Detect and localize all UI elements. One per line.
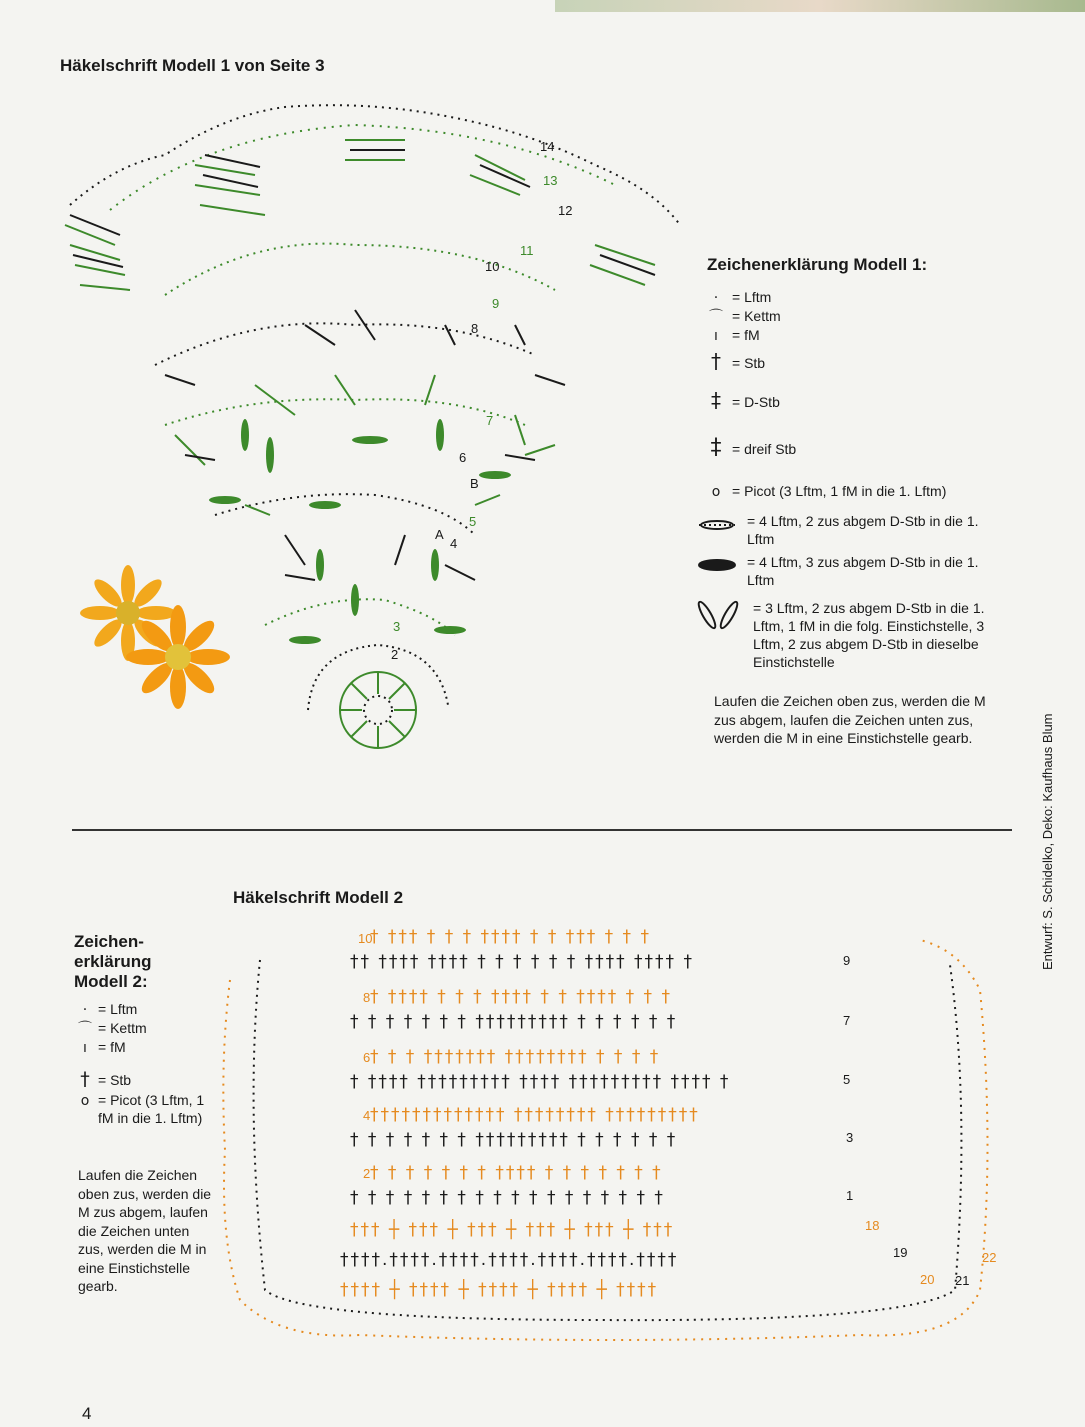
arc-icon: ⌒ bbox=[709, 309, 723, 325]
model2-legend-title bbox=[74, 932, 151, 992]
diagram-label-14: 14 bbox=[540, 139, 555, 154]
diagram-label-13: 13 bbox=[543, 173, 558, 188]
section-divider bbox=[72, 829, 1012, 831]
svg-text:† ††† † † † †††† † † ††† † † †: † ††† † † † †††† † † ††† † † † bbox=[370, 927, 651, 947]
svg-text:††††††††††††† †††††††† †††††††: ††††††††††††† †††††††† ††††††††† bbox=[370, 1105, 700, 1125]
legend-text: = dreif Stb bbox=[732, 441, 797, 457]
legend-text: = Lftm bbox=[98, 1001, 138, 1017]
svg-text:†† †††† †††† † † † † † † ††††: †† †††† †††† † † † † † † †††† †††† † bbox=[350, 952, 694, 972]
row-label-18: 18 bbox=[865, 1218, 880, 1233]
flower-decoration bbox=[80, 565, 230, 710]
dot-icon: · bbox=[713, 290, 719, 306]
row-label-22: 22 bbox=[982, 1250, 997, 1265]
dot-icon: · bbox=[82, 1002, 88, 1018]
diagram-label-6: 6 bbox=[459, 450, 467, 465]
diagram-label-11: 11 bbox=[520, 243, 534, 258]
svg-text:† † † † † † † ††††††††† † † †: † † † † † † † ††††††††† † † † † † † bbox=[350, 1130, 678, 1150]
legend-text: = Stb bbox=[98, 1072, 132, 1088]
ring-icon: o bbox=[80, 1093, 90, 1109]
svg-text:† † † ††††††† †††††††† † † † †: † † † ††††††† †††††††† † † † † bbox=[370, 1047, 661, 1067]
arc-icon: ⌒ bbox=[78, 1021, 92, 1037]
legend-text: = Kettm bbox=[98, 1020, 147, 1036]
diagram-label-B: B bbox=[470, 476, 479, 491]
model1-legend-title: Zeichenerklärung Modell 1: bbox=[707, 255, 928, 274]
row-label-7: 7 bbox=[843, 1013, 851, 1028]
svg-text:† † † † † † † † † † † † † † †: † † † † † † † † † † † † † † † † † † bbox=[350, 1188, 665, 1208]
diagram-label-2: 2 bbox=[391, 647, 399, 662]
row-label-21: 21 bbox=[955, 1273, 970, 1288]
legend-title-line: Zeichen- bbox=[74, 932, 144, 951]
diagram-label-7: 7 bbox=[486, 413, 494, 428]
legend-text: = fM bbox=[98, 1039, 126, 1055]
leaf-icons bbox=[697, 515, 742, 640]
page-number: 4 bbox=[82, 1404, 92, 1423]
row-label-20: 20 bbox=[920, 1272, 935, 1287]
diagram-label-3: 3 bbox=[393, 619, 401, 634]
legend-text: = Kettm bbox=[732, 308, 781, 324]
legend-text: = Lftm bbox=[732, 289, 772, 305]
svg-text:††† ┼ ††† ┼ ††† ┼ ††† ┼ ††† ┼: ††† ┼ ††† ┼ ††† ┼ ††† ┼ ††† ┼ ††† bbox=[350, 1220, 675, 1240]
model2-title: Häkelschrift Modell 2 bbox=[233, 888, 404, 907]
leaf-pair-text: = 3 Lftm, 2 zus abgem D-Stb in die 1. Lftm, 1 fM in die folg. Einstichstelle, 3 Lftm, 2 zus abgem D-Stb in dieselbe Einstichstelle bbox=[753, 600, 985, 670]
leaf-three-text: = 4 Lftm, 3 zus abgem D-Stb in die 1. Lftm bbox=[747, 554, 979, 588]
model2-diagram bbox=[220, 910, 1000, 1350]
picot-text: = Picot (3 Lftm, 1 fM in die 1. Lftm) bbox=[98, 1092, 205, 1126]
legend-text: = D-Stb bbox=[732, 394, 780, 410]
legend-text: = Picot (3 Lftm, 1 fM in die 1. Lftm) bbox=[732, 483, 947, 499]
row-label-8: 8 bbox=[363, 990, 371, 1005]
svg-text:† †††† † † † †††† † † †††† † †: † †††† † † † †††† † † †††† † † † bbox=[370, 987, 672, 1007]
diagram-label-9: 9 bbox=[492, 296, 500, 311]
model1-title: Häkelschrift Modell 1 von Seite 3 bbox=[60, 56, 325, 75]
svg-text:† †††† ††††††††† †††† ††††††††: † †††† ††††††††† †††† ††††††††† †††† † bbox=[350, 1072, 731, 1092]
diagram-label-A: A bbox=[435, 527, 444, 542]
legend-text: = fM bbox=[732, 327, 760, 343]
dagger-icon: † bbox=[711, 349, 721, 373]
photo-strip bbox=[555, 0, 1085, 12]
legend-title-line: erklärung bbox=[74, 952, 152, 971]
credit-text: Entwurf: S. Schidelko, Deko: Kaufhaus Blum bbox=[1040, 713, 1055, 970]
diagram-label-4: 4 bbox=[450, 536, 458, 551]
model2-note: Laufen die Zeichen oben zus, werden die M zus abgem, laufen die Zeichen unten zus, werden die M in eine Einstichstelle gearb. bbox=[78, 1167, 212, 1294]
row-label-2: 2 bbox=[363, 1166, 371, 1181]
svg-text:† † † † † † † ††††††††† † † †: † † † † † † † ††††††††† † † † † † † bbox=[350, 1012, 678, 1032]
legend-text: = Stb bbox=[732, 355, 766, 371]
triple-dagger-icon: ‡ bbox=[710, 435, 722, 460]
row-label-5: 5 bbox=[843, 1072, 851, 1087]
legend-title-line: Modell 2: bbox=[74, 972, 148, 991]
row-label-1: 1 bbox=[846, 1188, 854, 1203]
bar-icon: ı bbox=[714, 328, 718, 344]
row-label-4: 4 bbox=[363, 1108, 371, 1123]
svg-text:† † † † † † † †††† † † † † † †: † † † † † † † †††† † † † † † † † bbox=[370, 1163, 663, 1183]
double-dagger-icon: ‡ bbox=[711, 388, 721, 412]
svg-text:†††† ┼ †††† ┼ †††† ┼ †††† ┼ ††: †††† ┼ †††† ┼ †††† ┼ †††† ┼ †††† bbox=[340, 1280, 659, 1300]
model1-note: Laufen die Zeichen oben zus, werden die M zus abgem, laufen die Zeichen unten zus, werden die M in eine Einstichstelle gearb. bbox=[714, 693, 986, 746]
row-label-19: 19 bbox=[893, 1245, 908, 1260]
diagram-label-10: 10 bbox=[485, 259, 500, 274]
row-label-6: 6 bbox=[363, 1050, 371, 1065]
diagram-label-12: 12 bbox=[558, 203, 573, 218]
diagram-label-8: 8 bbox=[471, 321, 479, 336]
row-label-10: 10 bbox=[358, 931, 373, 946]
svg-text:††††.††††.††††.††††.††††.††††.: ††††.††††.††††.††††.††††.††††.†††† bbox=[340, 1250, 679, 1270]
row-label-3: 3 bbox=[846, 1130, 854, 1145]
diagram-label-5: 5 bbox=[469, 514, 477, 529]
leaf-two-text: = 4 Lftm, 2 zus abgem D-Stb in die 1. Lftm bbox=[747, 513, 979, 547]
row-label-9: 9 bbox=[843, 953, 851, 968]
dagger-icon: † bbox=[80, 1068, 90, 1090]
ring-icon: o bbox=[711, 484, 721, 500]
bar-icon: ı bbox=[83, 1040, 87, 1056]
